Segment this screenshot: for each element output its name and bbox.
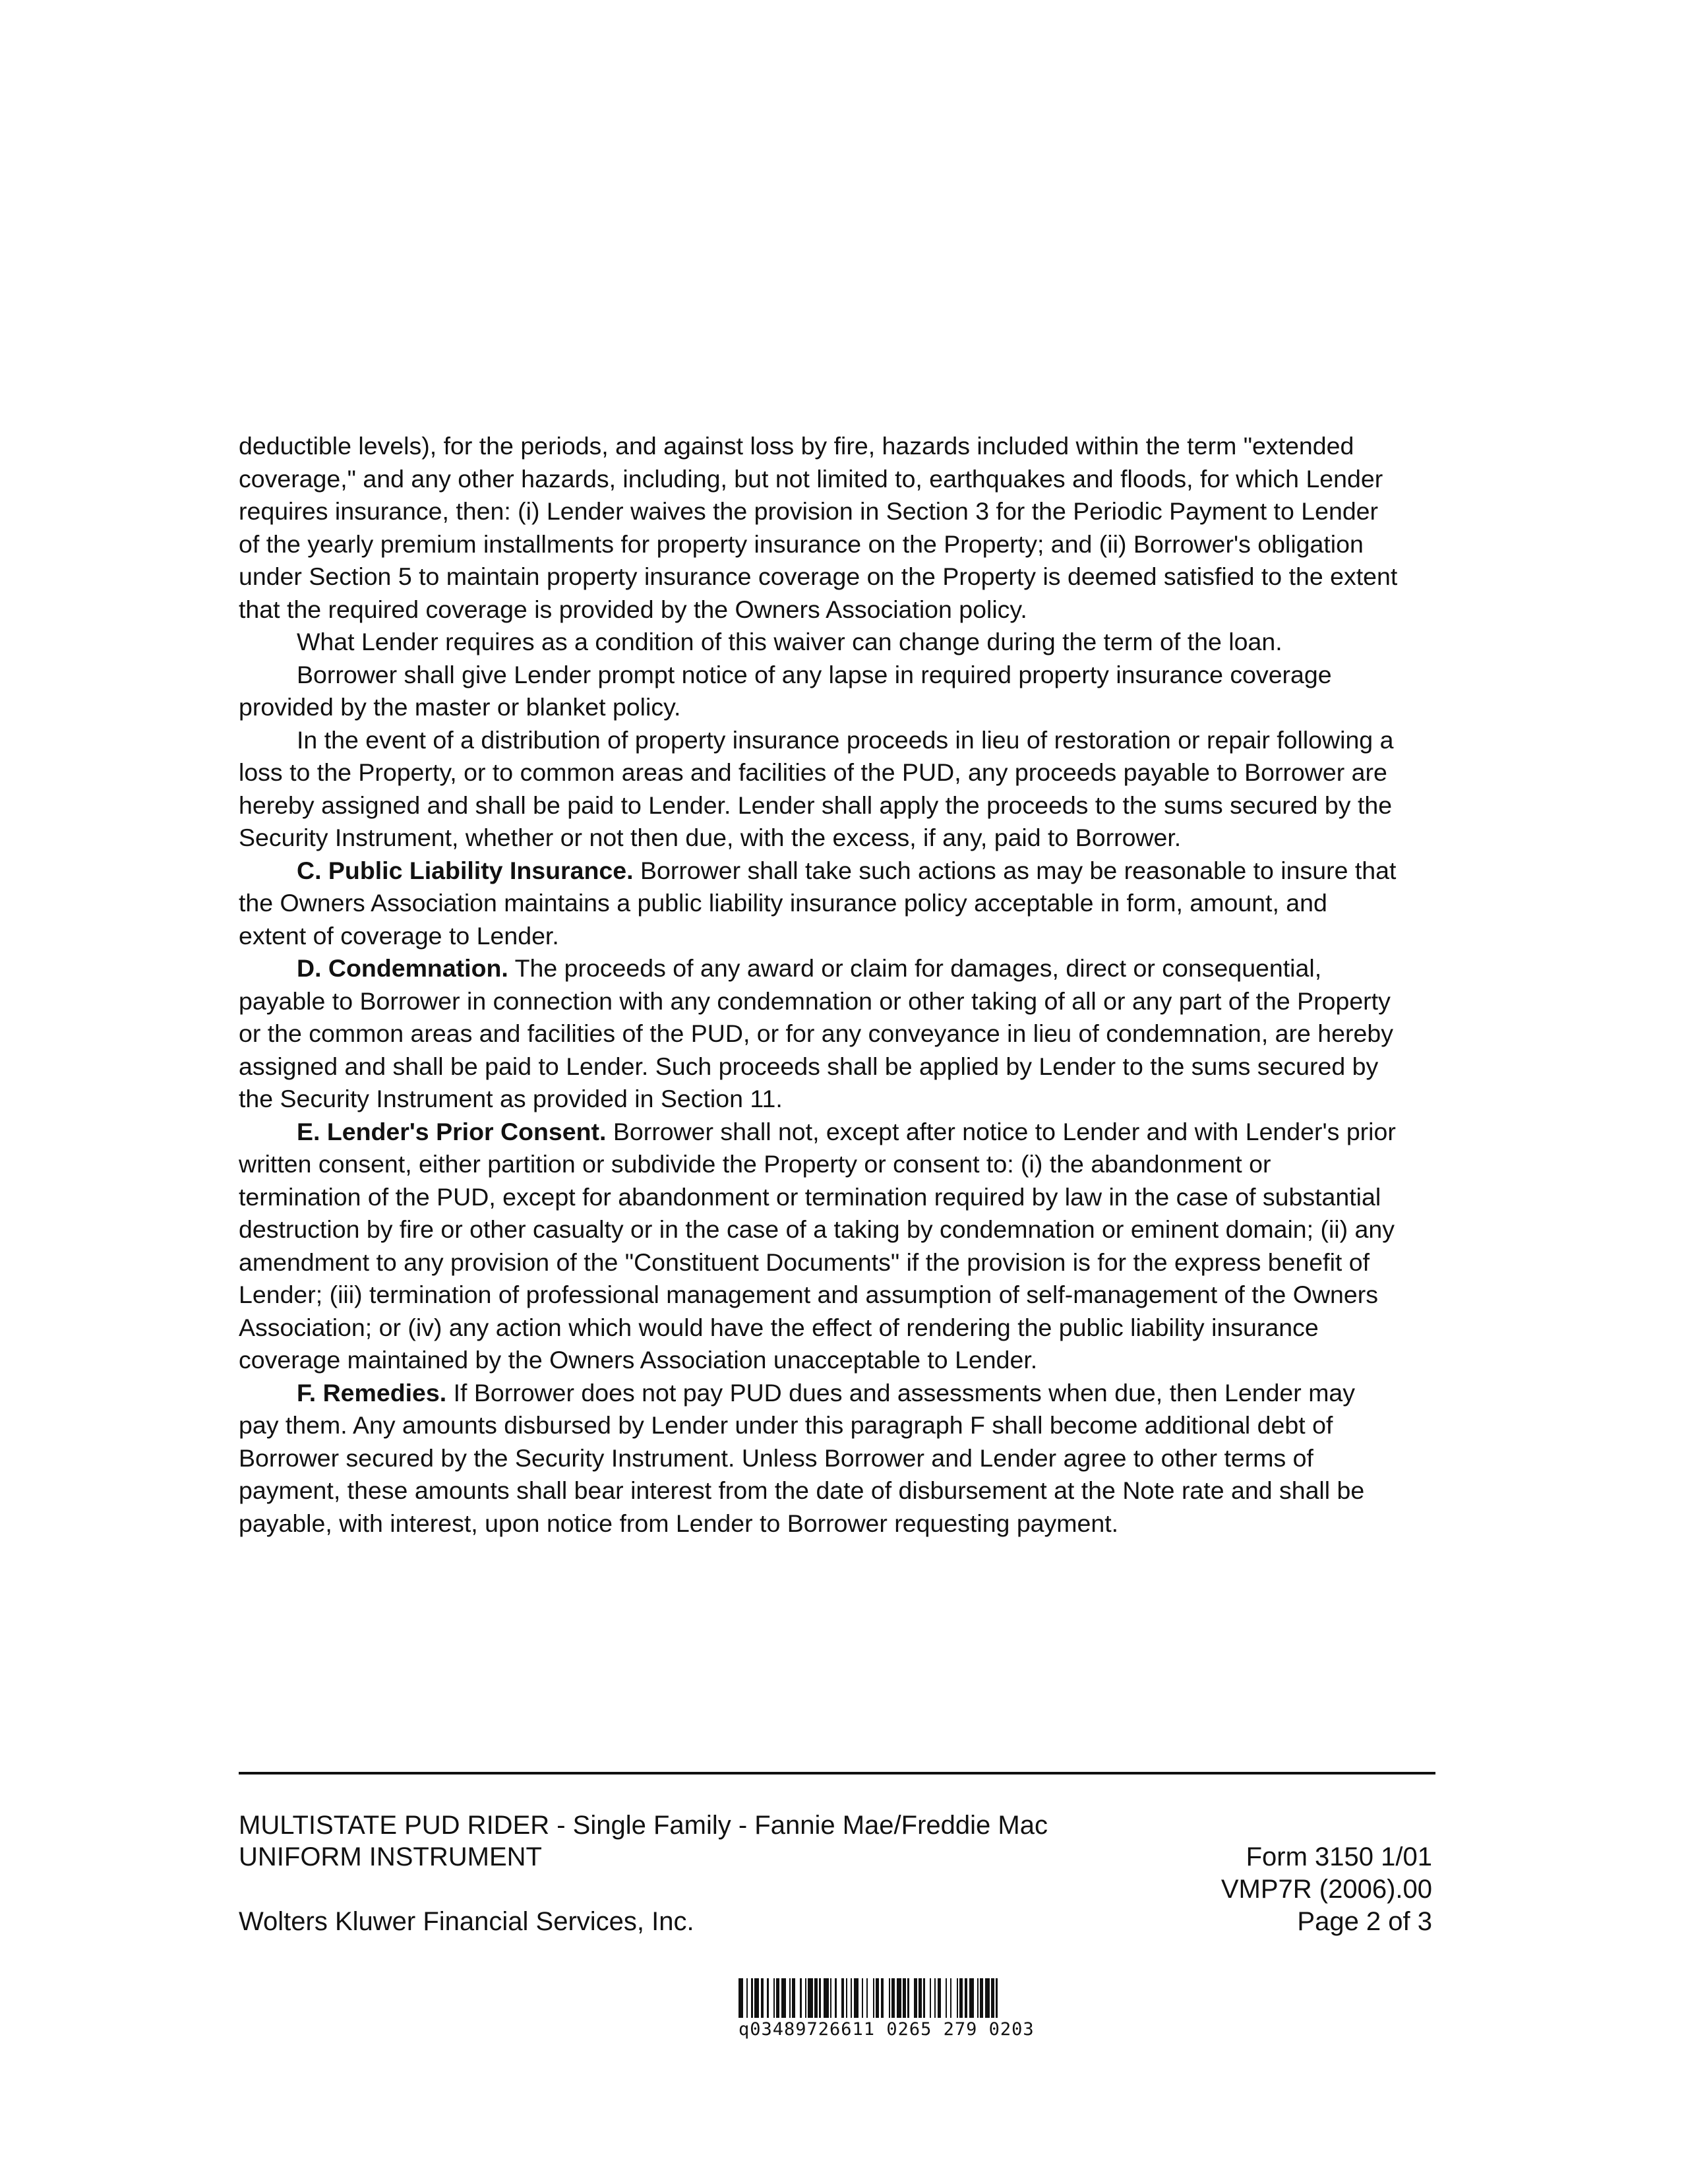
section-heading: D. Condemnation. <box>297 954 508 982</box>
barcode-bar <box>925 1978 930 2018</box>
barcode <box>738 1978 1213 2047</box>
paragraph-text: deductible levels), for the periods, and against loss by fire, hazards included within the term "extended coverage," and any other hazards, including, but not limited to, earthquakes and floods, for which Lender requires insurance, then: (i) Lender waives the provision in Section 3 for the Periodic Payment to Lender of the yearly premium installments for property insurance on the Property; and (ii) Borrower's obligation under Section 5 to maintain property insurance coverage on the Property is deemed satisfied to the extent that the required coverage is provided by the Owners Association policy. <box>239 432 1398 623</box>
barcode-bar <box>754 1978 759 2018</box>
paragraph-text: Borrower shall take such actions as may be reasonable to insure that the Owners Association maintains a public liability insurance policy acceptable in form, amount, and extent of coverage to Lender. <box>239 856 1397 950</box>
barcode-bar <box>769 1978 773 2018</box>
barcode-bar <box>738 1978 743 2018</box>
publisher: Wolters Kluwer Financial Services, Inc. <box>239 1907 694 1936</box>
barcode-bar <box>909 1978 914 2018</box>
barcode-bar <box>897 1978 901 2018</box>
barcode-bar <box>985 1978 990 2018</box>
barcode-bar <box>854 1978 859 2018</box>
footer-divider <box>239 1772 1435 1774</box>
barcode-bar <box>795 1978 800 2018</box>
form-subtitle: UNIFORM INSTRUMENT <box>239 1842 542 1871</box>
section-heading: E. Lender's Prior Consent. <box>297 1117 607 1145</box>
barcode-bar <box>951 1978 956 2018</box>
barcode-bar <box>781 1978 786 2018</box>
paragraph-text: Borrower shall not, except after notice to Lender and with Lender's prior written consent, either partition or subdivide the Property or consent to: (i) the abandonment or termination of the PUD, except for abandonment or termination required by law in the case of substantial destruction by fire or other casualty or in the case of a taking by condemnation or eminent domain; (ii) any amendment to any provision of the "Constituent Documents" if the provision is for the express benefit of Lender; (iii) termination of professional management and assumption of self-management of the Owners Association; or (iv) any action which would have the effect of rendering the public liability insurance coverage maintained by the Owners Association unacceptable to Lender. <box>239 1117 1396 1374</box>
paragraph <box>239 430 1399 626</box>
section-heading: F. Remedies. <box>297 1378 447 1407</box>
paragraph-text: The proceeds of any award or claim for damages, direct or consequential, payable to Borrower in connection with any condemnation or other taking of all or any part of the Property or the common areas and facilities of the PUD, or for any conveyance in lieu of condemnation, are hereby assigned and shall be paid to Lender. Such proceeds shall be applied by Lender to the sums secured by the Security Instrument as provided in Section 11. <box>239 954 1393 1112</box>
section-heading: C. Public Liability Insurance. <box>297 856 634 884</box>
document-body <box>239 430 1399 1540</box>
paragraph <box>239 952 1399 1116</box>
paragraph <box>239 659 1399 724</box>
barcode-bar <box>998 1978 1001 2018</box>
barcode-number: q03489726611 0265 279 0203 <box>738 2019 1035 2040</box>
form-title: MULTISTATE PUD RIDER - Single Family - Fannie Mae/Freddie Mac <box>239 1811 1048 1840</box>
paragraph <box>239 724 1399 855</box>
barcode-bar <box>824 1978 828 2018</box>
paragraph-text: Borrower shall give Lender prompt notice of any lapse in required property insurance coverage provided by the master or blanket policy. <box>239 660 1332 721</box>
barcode-bars <box>738 1978 1213 2018</box>
paragraph-text: If Borrower does not pay PUD dues and assessments when due, then Lender may pay them. Any amounts disbursed by Lender under this paragraph F shall become additional debt of Borrower secured by the Security Instrument. Unless Borrower and Lender agree to other terms of payment, these amounts shall bear interest from the date of disbursement at the Note rate and shall be payable, with interest, upon notice from Lender to Borrower requesting payment. <box>239 1378 1365 1537</box>
paragraph <box>239 855 1399 953</box>
paragraph <box>239 1377 1399 1540</box>
barcode-bar <box>969 1978 974 2018</box>
barcode-bar <box>868 1978 872 2018</box>
vmp-code: VMP7R (2006).00 <box>1221 1875 1432 1904</box>
barcode-bar <box>808 1978 812 2018</box>
barcode-bar <box>884 1978 888 2018</box>
paragraph <box>239 626 1399 659</box>
barcode-bar <box>941 1978 946 2018</box>
form-number: Form 3150 1/01 <box>1246 1842 1432 1871</box>
barcode-bar <box>837 1978 841 2018</box>
paragraph-text: In the event of a distribution of property insurance proceeds in lieu of restoration or repair following a loss to the Property, or to common areas and facilities of the PUD, any proceeds payable to Borrower are hereby assigned and shall be paid to Lender. Lender shall apply the proceeds to the sums secured by the Security Instrument, whether or not then due, with the excess, if any, paid to Borrower. <box>239 725 1394 851</box>
paragraph-text: What Lender requires as a condition of this waiver can change during the term of the loan. <box>297 628 1282 655</box>
paragraph <box>239 1116 1399 1377</box>
page-number: Page 2 of 3 <box>1297 1907 1432 1936</box>
